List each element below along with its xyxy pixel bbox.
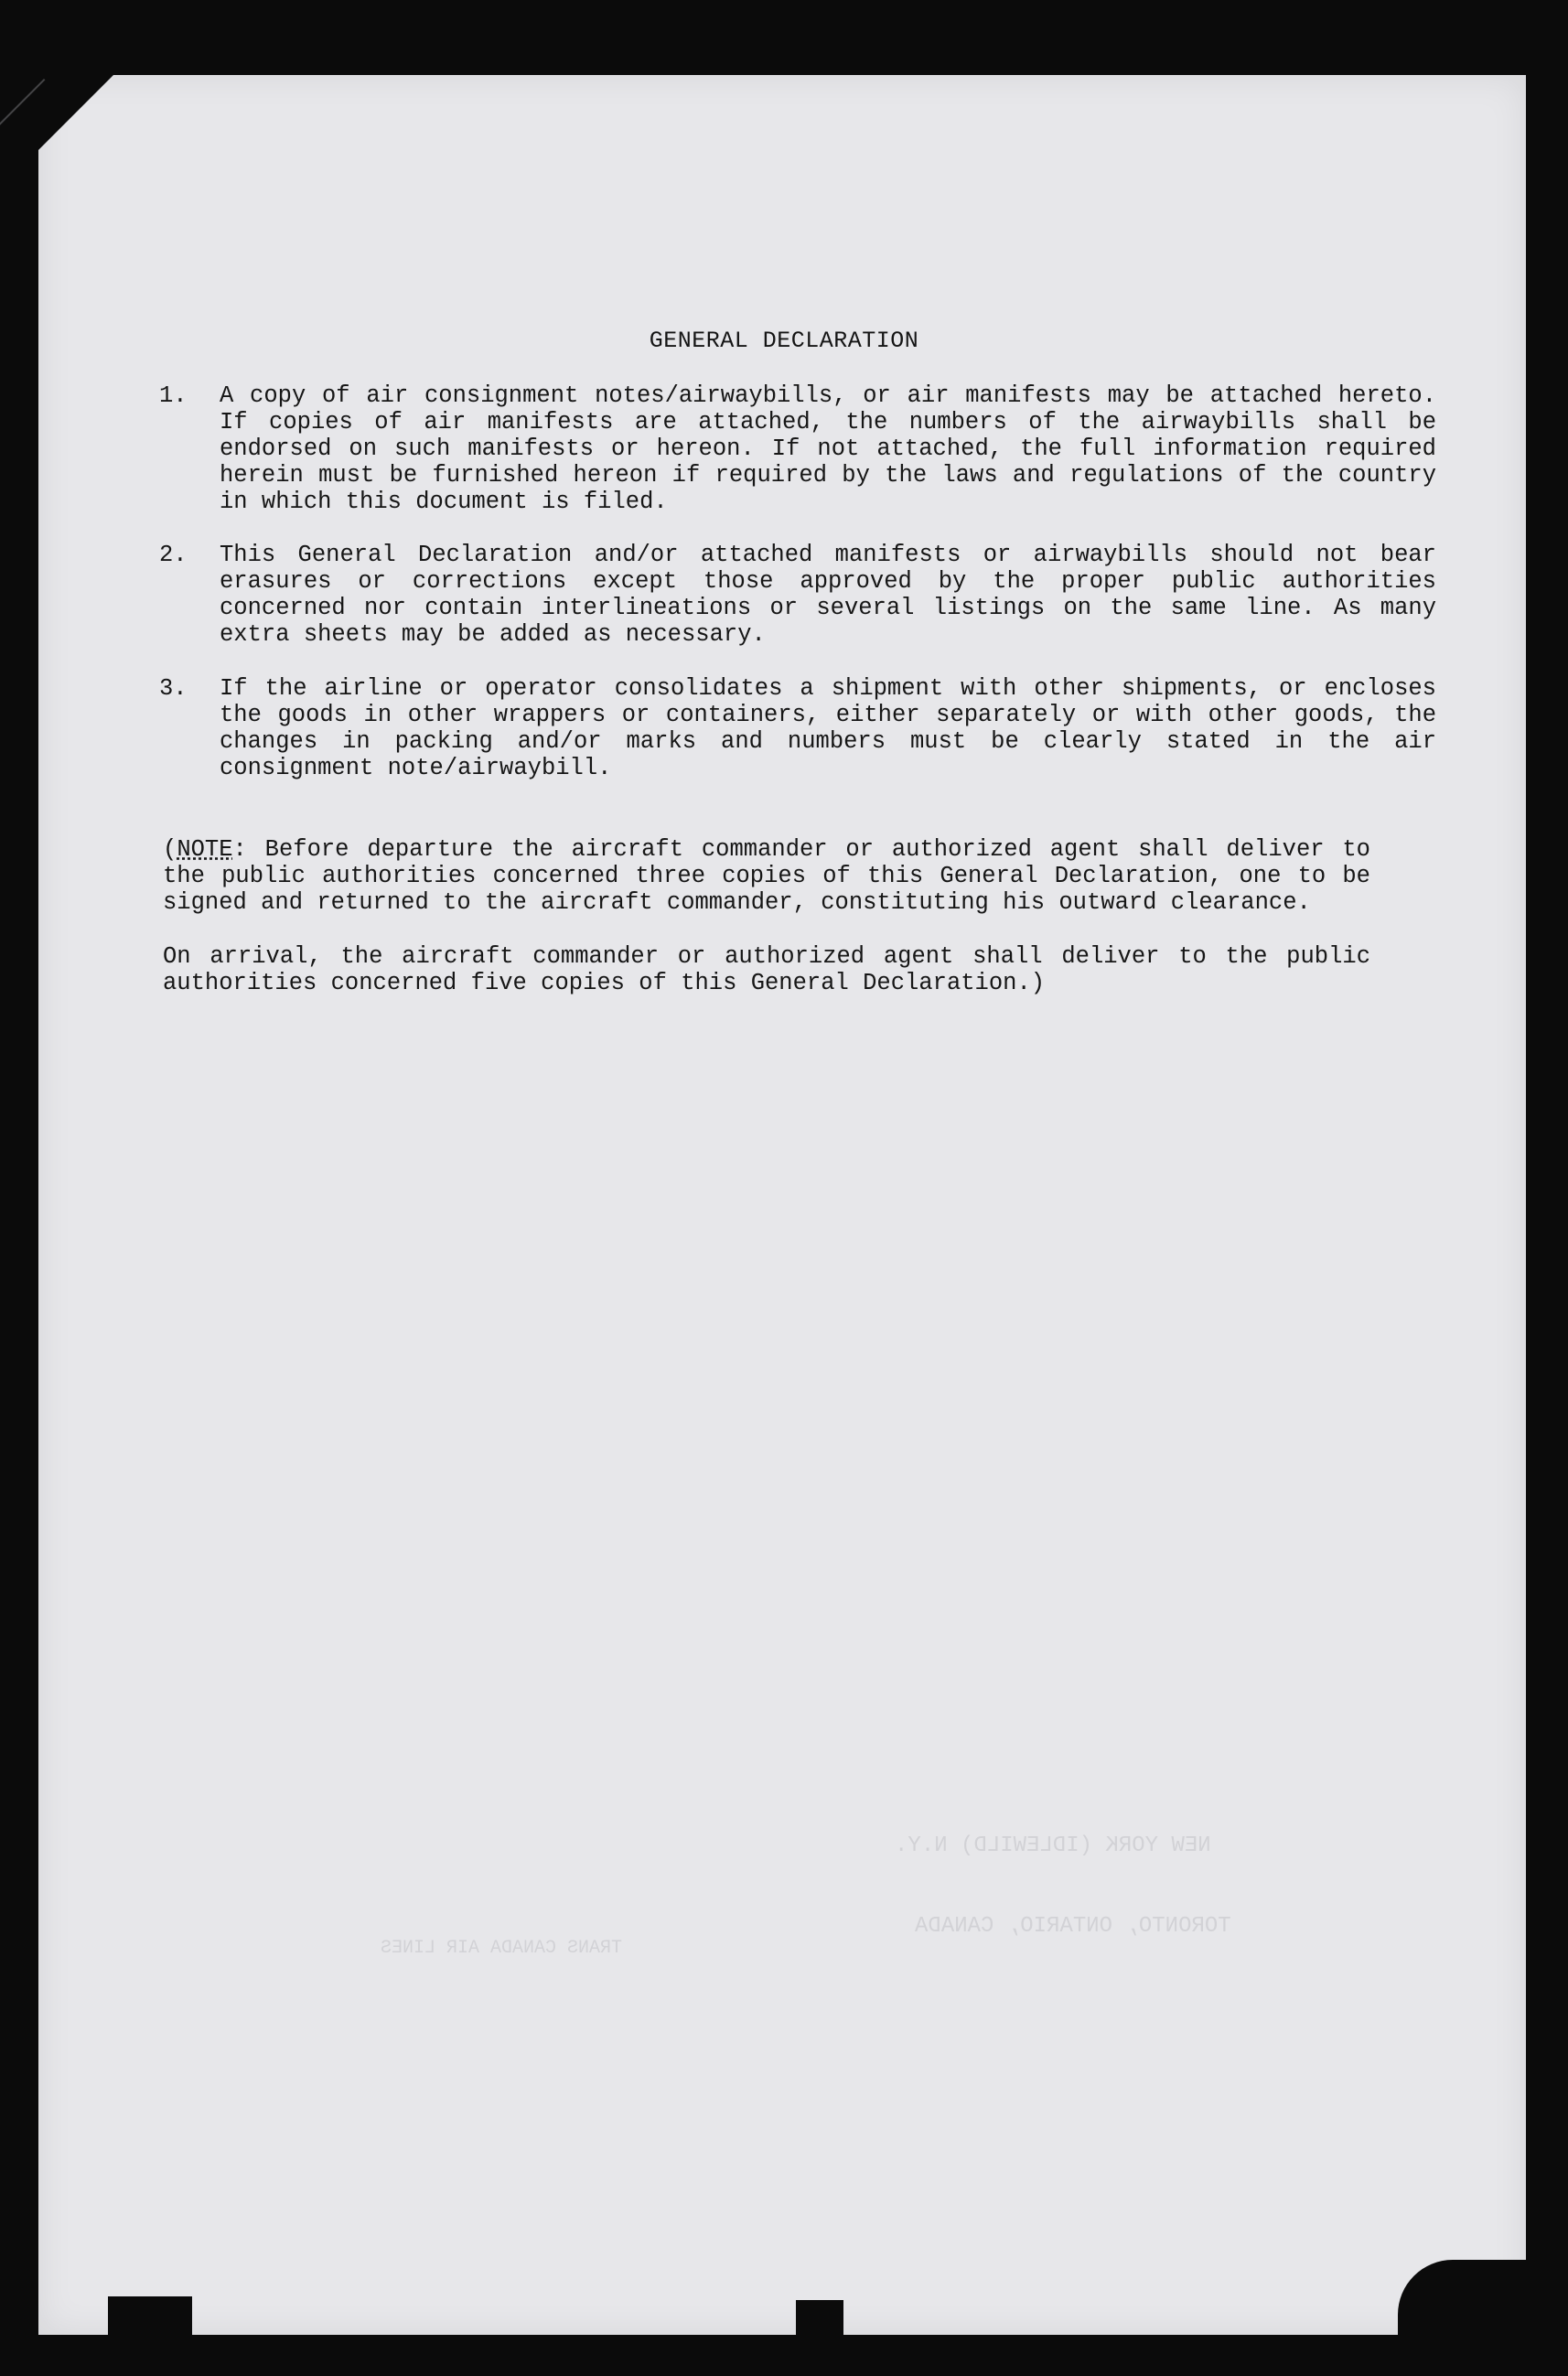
clause-text: This General Declaration and/or attached manifests or airwaybills should not bear erasures or corrections except those approved by the proper public authorities concerned nor contain interlineations or several listings on the same line. As many extra sheets may be added as necessary.: [220, 542, 1436, 648]
clause-number: 3.: [159, 675, 188, 702]
clause-number: 1.: [159, 382, 188, 409]
document-title: GENERAL DECLARATION: [649, 328, 919, 354]
note-open-paren: (: [163, 836, 177, 863]
clause-text: If the airline or operator consolidates a shipment with other shipments, or encloses the goods in other wrappers or containers, either separately or with other goods, the changes in packing and/or marks and numbers must be clearly stated in the air consignment note/airwaybill.: [220, 675, 1436, 781]
show-through-text-1: NEW YORK (IDLEWILD) N.Y.: [895, 1833, 1211, 1858]
clause-number: 2.: [159, 542, 188, 568]
edge-damage: [108, 2296, 192, 2342]
note-paragraph-2: On arrival, the aircraft commander or authorized agent shall deliver to the public authorities concerned five copies of this General Declaration.): [163, 943, 1370, 996]
note-label: NOTE: [177, 836, 233, 863]
clause-text: A copy of air consignment notes/airwaybills, or air manifests may be attached hereto. If copies of air manifests are attached, the numbers of the airwaybills shall be endorsed on such manifests or hereon. If not attached, the full information required herein must be furnished hereon if required by the laws and regulations of the country in which this document is filed.: [220, 382, 1436, 515]
edge-damage: [1398, 2260, 1526, 2342]
show-through-text-3: TRANS CANADA AIR LINES: [381, 1938, 623, 1959]
show-through-text-2: TORONTO, ONTARIO, CANADA: [915, 1914, 1231, 1939]
note-paragraph-1: [163, 836, 1370, 916]
edge-damage: [796, 2300, 843, 2342]
note-text: : Before departure the aircraft commander or authorized agent shall deliver to the public authorities concerned three copies of this General Declaration, one to be signed and returned to the aircraft commander, constituting his outward clearance.: [163, 836, 1370, 916]
